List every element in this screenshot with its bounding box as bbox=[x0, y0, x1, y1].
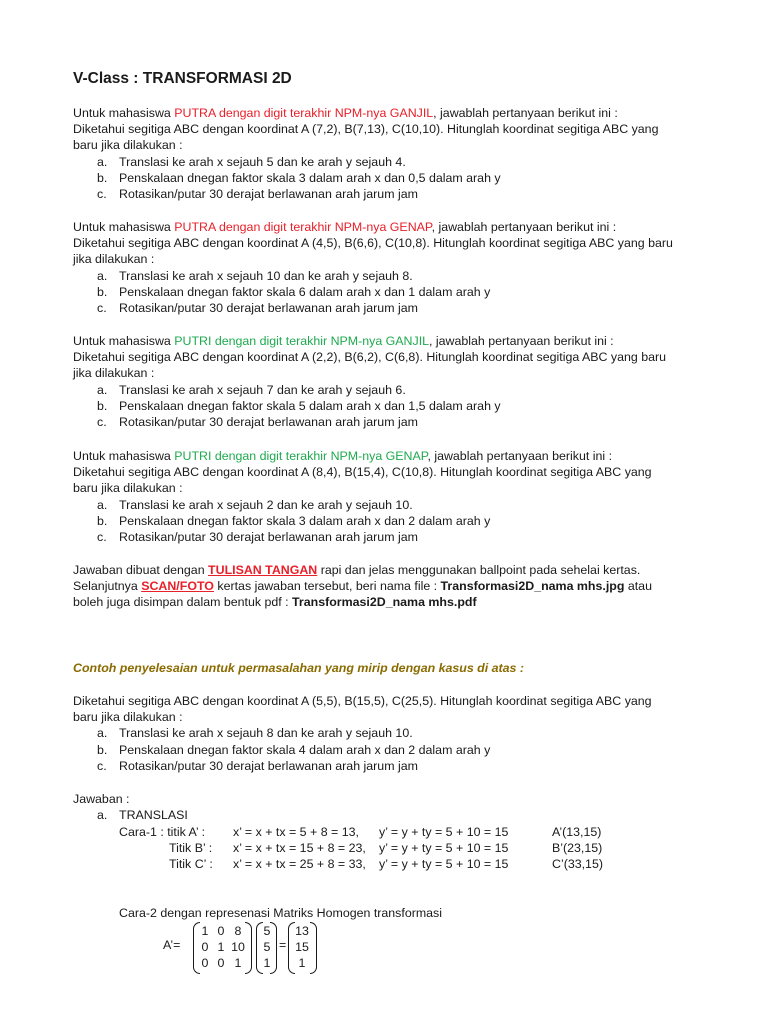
intro-text-end: , jawablah pertanyaan berikut ini : bbox=[427, 449, 613, 463]
vector-cell: 1 bbox=[263, 956, 271, 970]
list-item: b. Penskalaan dnegan faktor skala 5 dalam arah x dan 1,5 dalam arah y bbox=[97, 398, 501, 413]
section-intro bbox=[73, 105, 713, 121]
intro-text-end: , jawablah pertanyaan berikut ini : bbox=[431, 220, 617, 234]
row-a-y-equation: y’ = y + ty = 5 + 10 = 15 bbox=[379, 825, 509, 839]
row-b-y-equation: y’ = y + ty = 5 + 10 = 15 bbox=[379, 841, 509, 855]
triangle-given: Diketahui segitiga ABC dengan koordinat A (7,2), B(7,13), C(10,10). Hitunglah koordinat segitiga ABC yang bbox=[73, 122, 659, 137]
triangle-given-cont: baru jika dilakukan : bbox=[73, 481, 183, 496]
vector-bracket-right bbox=[310, 922, 317, 974]
list-item: a. Translasi ke arah x sejauh 5 dan ke arah y sejauh 4. bbox=[97, 154, 406, 169]
intro-text-end: , jawablah pertanyaan berikut ini : bbox=[433, 106, 618, 120]
row-b-lead: Titik B’ : bbox=[169, 841, 213, 855]
row-b-x-equation: x’ = x + tx = 15 + 8 = 23, bbox=[233, 841, 366, 855]
matrix-cell: 1 bbox=[201, 924, 209, 938]
row-c-y-equation: y’ = y + ty = 5 + 10 = 15 bbox=[379, 857, 509, 871]
vector-cell: 5 bbox=[263, 940, 271, 954]
section-intro bbox=[73, 333, 713, 349]
list-item: c. Rotasikan/putar 30 derajat berlawanan arah jarum jam bbox=[97, 758, 418, 773]
example-heading-block bbox=[73, 660, 713, 676]
list-item: c. Rotasikan/putar 30 derajat berlawanan arah jarum jam bbox=[97, 530, 418, 545]
task-list bbox=[73, 154, 713, 203]
matrix-cell: 1 bbox=[234, 956, 242, 970]
intro-text: Untuk mahasiswa bbox=[73, 449, 175, 463]
task-list bbox=[73, 382, 713, 431]
highlight-putri-ganjil: PUTRI dengan digit terakhir NPM-nya GANJIL bbox=[174, 334, 430, 348]
intro-text: Untuk mahasiswa bbox=[73, 220, 175, 234]
section-putra-genap bbox=[73, 219, 713, 316]
translation-matrix bbox=[193, 922, 253, 972]
triangle-given-cont: baru jika dilakukan : bbox=[73, 138, 183, 153]
equals-sign: = bbox=[279, 938, 287, 952]
row-b-result: B’(23,15) bbox=[552, 841, 603, 855]
intro-text-end: , jawablah pertanyaan berikut ini : bbox=[429, 334, 614, 348]
triangle-given: Diketahui segitiga ABC dengan koordinat A (2,2), B(6,2), C(6,8). Hitunglah koordinat segitiga ABC yang baru bbox=[73, 350, 667, 365]
task-list bbox=[73, 268, 713, 317]
list-item: c. Rotasikan/putar 30 derajat berlawanan arah jarum jam bbox=[97, 415, 418, 430]
row-c-lead: Titik C’ : bbox=[169, 857, 213, 871]
triangle-given-cont: jika dilakukan : bbox=[73, 366, 155, 381]
instruction-line: boleh juga disimpan dalam bentuk pdf : Transformasi2D_nama mhs.pdf bbox=[73, 595, 477, 610]
instructions bbox=[73, 562, 713, 611]
triangle-given: Diketahui segitiga ABC dengan koordinat A (5,5), B(15,5), C(25,5). Hitunglah koordinat segitiga ABC yang bbox=[73, 694, 652, 708]
input-vector bbox=[256, 922, 278, 972]
triangle-given-cont: jika dilakukan : bbox=[73, 252, 155, 267]
list-item: b. Penskalaan dnegan faktor skala 4 dalam arah x dan 2 dalam arah y bbox=[97, 742, 491, 757]
section-intro bbox=[73, 219, 713, 235]
answer-part-title: TRANSLASI bbox=[119, 808, 188, 822]
output-vector bbox=[288, 922, 318, 972]
matrix-cell: 8 bbox=[234, 924, 242, 938]
task-list bbox=[73, 725, 713, 774]
matrix-cell: 0 bbox=[217, 956, 225, 970]
highlight-putri-genap: PUTRI dengan digit terakhir NPM-nya GENAP bbox=[174, 449, 428, 463]
matrix-cell: 1 bbox=[217, 940, 225, 954]
section-putri-genap bbox=[73, 448, 713, 545]
matrix-label: A’= bbox=[163, 938, 181, 952]
cara2-heading: Cara-2 dengan represenasi Matriks Homogen transformasi bbox=[119, 906, 442, 920]
row-a-x-equation: x’ = x + tx = 5 + 8 = 13, bbox=[233, 825, 359, 839]
list-item: b. Penskalaan dnegan faktor skala 6 dalam arah x dan 1 dalam arah y bbox=[97, 284, 491, 299]
highlight-scan-foto: SCAN/FOTO bbox=[141, 579, 214, 594]
example-problem bbox=[73, 693, 713, 774]
highlight-putra-ganjil: PUTRA dengan digit terakhir NPM-nya GANJIL bbox=[174, 106, 434, 120]
highlight-handwriting: TULISAN TANGAN bbox=[208, 563, 318, 577]
answer-label: Jawaban : bbox=[73, 792, 130, 806]
matrix-cell: 0 bbox=[201, 940, 209, 954]
list-item: c. Rotasikan/putar 30 derajat berlawanan arah jarum jam bbox=[97, 301, 418, 316]
vector-cell: 15 bbox=[295, 940, 309, 954]
instruction-line: Selanjutnya SCAN/FOTO kertas jawaban tersebut, beri nama file : Transformasi2D_nama mhs.jpg atau bbox=[73, 579, 652, 594]
task-list bbox=[73, 497, 713, 546]
list-item: a. Translasi ke arah x sejauh 10 dan ke arah y sejauh 8. bbox=[97, 268, 413, 283]
list-item: b. Penskalaan dnegan faktor skala 3 dalam arah x dan 2 dalam arah y bbox=[97, 513, 491, 528]
list-item: c. Rotasikan/putar 30 derajat berlawanan arah jarum jam bbox=[97, 187, 418, 202]
intro-text: Untuk mahasiswa bbox=[73, 106, 175, 120]
answer-part-letter: a. bbox=[97, 808, 108, 822]
matrix-bracket-right bbox=[245, 922, 252, 974]
filename-jpg: Transformasi2D_nama mhs.jpg bbox=[440, 579, 625, 594]
list-item: a. Translasi ke arah x sejauh 2 dan ke arah y sejauh 10. bbox=[97, 497, 413, 512]
instruction-line: Jawaban dibuat dengan TULISAN TANGAN rapi dan jelas menggunakan ballpoint pada sehelai kertas. bbox=[73, 563, 641, 577]
row-a-result: A’(13,15) bbox=[552, 825, 602, 839]
matrix-cell: 0 bbox=[201, 956, 209, 970]
list-item: a. Translasi ke arah x sejauh 8 dan ke arah y sejauh 10. bbox=[97, 726, 413, 741]
list-item: b. Penskalaan dnegan faktor skala 3 dalam arah x dan 0,5 dalam arah y bbox=[97, 170, 501, 185]
vector-cell: 1 bbox=[298, 956, 306, 970]
list-item: a. Translasi ke arah x sejauh 7 dan ke arah y sejauh 6. bbox=[97, 382, 406, 397]
vector-cell: 13 bbox=[295, 924, 309, 938]
section-putri-ganjil bbox=[73, 333, 713, 430]
row-c-result: C’(33,15) bbox=[552, 857, 603, 871]
row-c-x-equation: x’ = x + tx = 25 + 8 = 33, bbox=[233, 857, 366, 871]
matrix-cell: 0 bbox=[217, 924, 225, 938]
triangle-given: Diketahui segitiga ABC dengan koordinat A (4,5), B(6,6), C(10,8). Hitunglah koordinat segitiga ABC yang baru bbox=[73, 236, 673, 251]
filename-pdf: Transformasi2D_nama mhs.pdf bbox=[292, 595, 477, 610]
section-intro bbox=[73, 448, 713, 464]
intro-text: Untuk mahasiswa bbox=[73, 334, 175, 348]
triangle-given-cont: baru jika dilakukan : bbox=[73, 710, 183, 725]
example-heading: Contoh penyelesaian untuk permasalahan yang mirip dengan kasus di atas : bbox=[73, 661, 524, 675]
row-a-lead: Cara-1 : titik A’ : bbox=[119, 825, 206, 839]
matrix-cell: 10 bbox=[231, 940, 245, 954]
page-title: V-Class : TRANSFORMASI 2D bbox=[73, 70, 292, 87]
triangle-given: Diketahui segitiga ABC dengan koordinat A (8,4), B(15,4), C(10,8). Hitunglah koordinat segitiga ABC yang bbox=[73, 465, 652, 480]
section-putra-ganjil bbox=[73, 105, 713, 202]
highlight-putra-genap: PUTRA dengan digit terakhir NPM-nya GENAP bbox=[174, 220, 432, 234]
vector-cell: 5 bbox=[263, 924, 271, 938]
